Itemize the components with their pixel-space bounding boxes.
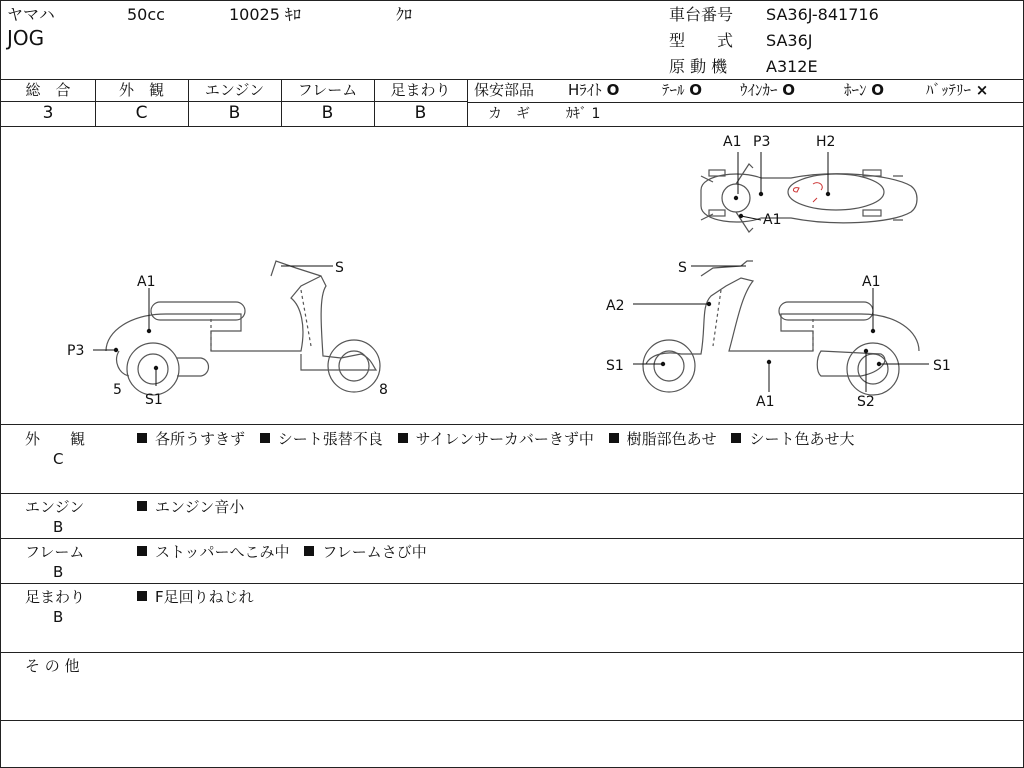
label-left-a1: A1	[137, 274, 156, 290]
label-left-s: S	[335, 260, 344, 276]
top-view-scooter	[701, 164, 917, 232]
model-name: JOG	[7, 26, 45, 50]
frame-no: SA36J-841716	[766, 5, 879, 24]
maker: ヤマハ	[7, 5, 55, 24]
grades-row	[1, 79, 1023, 127]
frame-no-label: 車台番号	[669, 5, 734, 24]
grade-suspension: 足まわり B	[374, 79, 468, 126]
engine-label: 原 動 機	[669, 57, 728, 76]
label-left-5: 5	[113, 382, 122, 398]
color: ｸﾛ	[396, 5, 413, 24]
label-top-a1b: A1	[763, 212, 782, 228]
grade-frame: フレーム B	[281, 79, 375, 126]
note-row-engine: エンジン B エンジン音小	[1, 494, 1023, 539]
label-top-h2: H2	[816, 134, 836, 150]
label-right-a1: A1	[862, 274, 881, 290]
label-right-s1a: S1	[606, 358, 624, 374]
key-value: ｶｷﾞ 1	[566, 106, 601, 122]
damage-marks-top	[793, 183, 822, 202]
type-label: 型 式	[669, 31, 734, 50]
safety-battery: ﾊﾞｯﾃﾘｰ ×	[926, 81, 989, 99]
label-right-s1b: S1	[933, 358, 951, 374]
key-label: カ ギ	[488, 106, 530, 122]
label-left-p3: P3	[67, 343, 85, 359]
engine-value: A312E	[766, 57, 818, 76]
label-left-8: 8	[379, 382, 388, 398]
mileage: 10025 ｷﾛ	[229, 5, 301, 24]
grade-exterior: 外 観 C	[95, 79, 189, 126]
safety-headlight: Hﾗｲﾄ O	[568, 81, 620, 99]
type-value: SA36J	[766, 31, 813, 50]
grade-overall: 総 合 3	[1, 79, 96, 126]
note-row-suspension: 足まわり B F足回りねじれ	[1, 584, 1023, 653]
leader-lines	[93, 152, 929, 392]
label-left-s1: S1	[145, 392, 163, 408]
label-right-a2: A2	[606, 298, 625, 314]
label-right-a1b: A1	[756, 394, 775, 410]
scooter-diagram-svg	[1, 126, 1023, 424]
vehicle-header	[1, 1, 1023, 80]
safety-tail: ﾃｰﾙ O	[662, 81, 703, 99]
safety-horn: ﾎｰﾝ O	[844, 81, 885, 99]
note-row-exterior: 外 観 C 各所うすきず シート張替不良 サイレンサーカバーきず中 樹脂部色あせ シート色あせ大	[1, 424, 1023, 494]
note-row-other: そ の 他	[1, 653, 1023, 721]
safety-parts	[468, 79, 1023, 126]
damage-diagram	[1, 126, 1023, 425]
label-right-s2: S2	[857, 394, 875, 410]
safety-winker: ｳｲﾝｶｰ O	[740, 81, 796, 99]
grade-engine: エンジン B	[188, 79, 282, 126]
displacement: 50cc	[127, 5, 165, 24]
note-row-frame: フレーム B ストッパーへこみ中 フレームさび中	[1, 539, 1023, 584]
safety-title: 保安部品	[474, 81, 535, 99]
label-top-a1: A1	[723, 134, 742, 150]
label-right-s: S	[678, 260, 687, 276]
label-top-p3: P3	[753, 134, 771, 150]
